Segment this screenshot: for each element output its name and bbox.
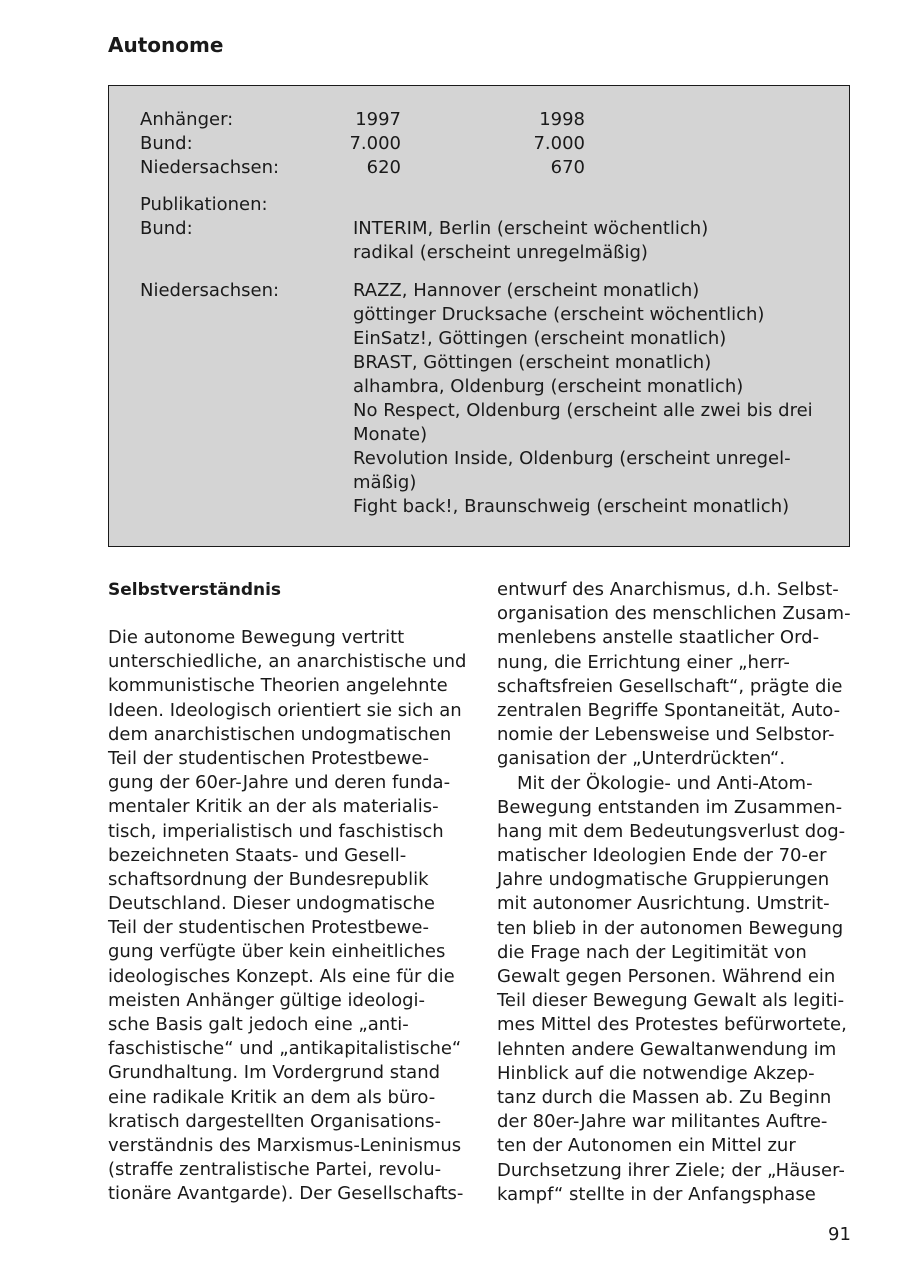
row-label: Niedersachsen: (140, 157, 280, 178)
text-line: mes Mittel des Protestes befürwortete, (497, 1014, 847, 1036)
row-value-1997: 620 (366, 157, 401, 178)
text-line: (straffe zentralistische Partei, revolu- (108, 1159, 442, 1181)
supporters-label: Anhänger: (140, 109, 234, 130)
publication-item: göttinger Drucksache (erscheint wöchentlich) (353, 304, 765, 325)
publications-label: Publikationen: (140, 194, 268, 215)
text-line: ganisation der „Unterdrückten“. (497, 748, 786, 770)
publication-item: Revolution Inside, Oldenburg (erscheint unregel- (353, 448, 791, 469)
row-value-1998: 670 (550, 157, 585, 178)
text-line: gung der 60er-Jahre und deren funda- (108, 772, 451, 794)
publication-item: INTERIM, Berlin (erscheint wöchentlich) (353, 218, 709, 239)
publication-item: BRAST, Göttingen (erscheint monatlich) (353, 352, 712, 373)
section-heading: Selbstverständnis (108, 580, 282, 600)
publication-item: alhambra, Oldenburg (erscheint monatlich) (353, 376, 744, 397)
publication-list-bund (353, 217, 708, 265)
publication-item: RAZZ, Hannover (erscheint monatlich) (353, 280, 700, 301)
publication-item: EinSatz!, Göttingen (erscheint monatlich) (353, 328, 727, 349)
text-line: zentralen Begriffe Spontaneität, Auto- (497, 699, 841, 721)
text-line: ten blieb in der autonomen Bewegung (497, 917, 844, 939)
publication-item: No Respect, Oldenburg (erscheint alle zwei bis drei (353, 400, 813, 421)
text-line: sche Basis galt jedoch eine „anti- (108, 1014, 409, 1035)
text-line: tionäre Avantgarde). Der Gesellschafts- (108, 1183, 464, 1205)
text-line: Grundhaltung. Im Vordergrund stand (108, 1062, 441, 1084)
text-line: Hinblick auf die notwendige Akzep- (497, 1062, 815, 1084)
text-line: mentaler Kritik an der als materialis- (108, 796, 439, 818)
text-line: kommunistische Theorien angelehnte (108, 675, 448, 697)
text-line: schaftsfreien Gesellschaft“, prägte die (497, 675, 843, 697)
text-line: Durchsetzung ihrer Ziele; der „Häuser- (497, 1159, 845, 1181)
text-line: schaftsordnung der Bundesrepublik (108, 868, 429, 890)
text-line: tisch, imperialistisch und faschistisch (108, 820, 444, 842)
text-line: Teil dieser Bewegung Gewalt als legiti- (497, 990, 845, 1012)
text-line: Ideen. Ideologisch orientiert sie sich an (108, 699, 462, 721)
publication-item: Fight back!, Braunschweig (erscheint monatlich) (353, 496, 790, 517)
text-line: verständnis des Marxismus-Leninismus (108, 1134, 462, 1156)
left-text-column (108, 626, 468, 1207)
text-line: der 80er-Jahre war militantes Auftre- (497, 1111, 828, 1133)
text-line: entwurf des Anarchismus, d.h. Selbst- (497, 579, 839, 600)
page-title: Autonome (108, 33, 224, 57)
text-line: matischer Ideologien Ende der 70-er (497, 845, 827, 867)
text-line: dem anarchistischen undogmatischen (108, 723, 452, 745)
text-line: eine radikale Kritik an dem als büro- (108, 1086, 436, 1108)
text-line: ideologisches Konzept. Als eine für die (108, 965, 455, 987)
publication-region-label: Niedersachsen: (140, 280, 280, 301)
text-line: bezeichneten Staats- und Gesell- (108, 844, 407, 866)
page-number: 91 (828, 1224, 851, 1245)
publication-list-niedersachsen (353, 279, 813, 519)
text-line: hang mit dem Bedeutungsverlust dog- (497, 820, 846, 842)
text-line: Bewegung entstanden im Zusammen- (497, 796, 843, 818)
right-text-column (497, 578, 857, 1207)
text-line: Die autonome Bewegung vertritt (108, 627, 405, 648)
text-line: nung, die Errichtung einer „herr- (497, 651, 790, 673)
publication-item: mäßig) (353, 472, 417, 493)
text-line: meisten Anhänger gültige ideologi- (108, 989, 426, 1011)
text-line: tanz durch die Massen ab. Zu Beginn (497, 1086, 832, 1108)
publication-item: Monate) (353, 424, 428, 445)
text-line: kampf“ stellte in der Anfangsphase (497, 1183, 816, 1205)
text-line: nomie der Lebensweise und Selbstor- (497, 724, 835, 746)
text-line: kratisch dargestellten Organisations- (108, 1110, 442, 1132)
text-line: Teil der studentischen Protestbewe- (108, 917, 429, 939)
text-line: gung verfügte über kein einheitliches (108, 941, 446, 963)
row-value-1997: 7.000 (349, 133, 401, 154)
year-1997-header: 1997 (355, 109, 401, 130)
text-line: Teil der studentischen Protestbewe- (108, 747, 429, 769)
text-line: Gewalt gegen Personen. Während ein (497, 966, 836, 987)
text-line: faschistische“ und „antikapitalistische“ (108, 1038, 462, 1060)
text-line: mit autonomer Ausrichtung. Umstrit- (497, 893, 830, 915)
text-line: Deutschland. Dieser undogmatische (108, 893, 435, 915)
text-line: ten der Autonomen ein Mittel zur (497, 1135, 796, 1157)
statistics-infobox (108, 85, 850, 547)
row-label: Bund: (140, 133, 193, 154)
publication-item: radikal (erscheint unregelmäßig) (353, 242, 648, 263)
text-line: Jahre undogmatische Gruppierungen (497, 869, 830, 891)
text-line: Mit der Ökologie- und Anti-Atom- (517, 772, 813, 794)
text-line: die Frage nach der Legitimität von (497, 941, 807, 963)
text-line: menlebens anstelle staatlicher Ord- (497, 627, 820, 649)
publication-region-label: Bund: (140, 218, 193, 239)
text-line: lehnten andere Gewaltanwendung im (497, 1038, 837, 1060)
text-line: organisation des menschlichen Zusam- (497, 603, 851, 625)
year-1998-header: 1998 (539, 109, 585, 130)
text-line: unterschiedliche, an anarchistische und (108, 651, 467, 673)
row-value-1998: 7.000 (533, 133, 585, 154)
